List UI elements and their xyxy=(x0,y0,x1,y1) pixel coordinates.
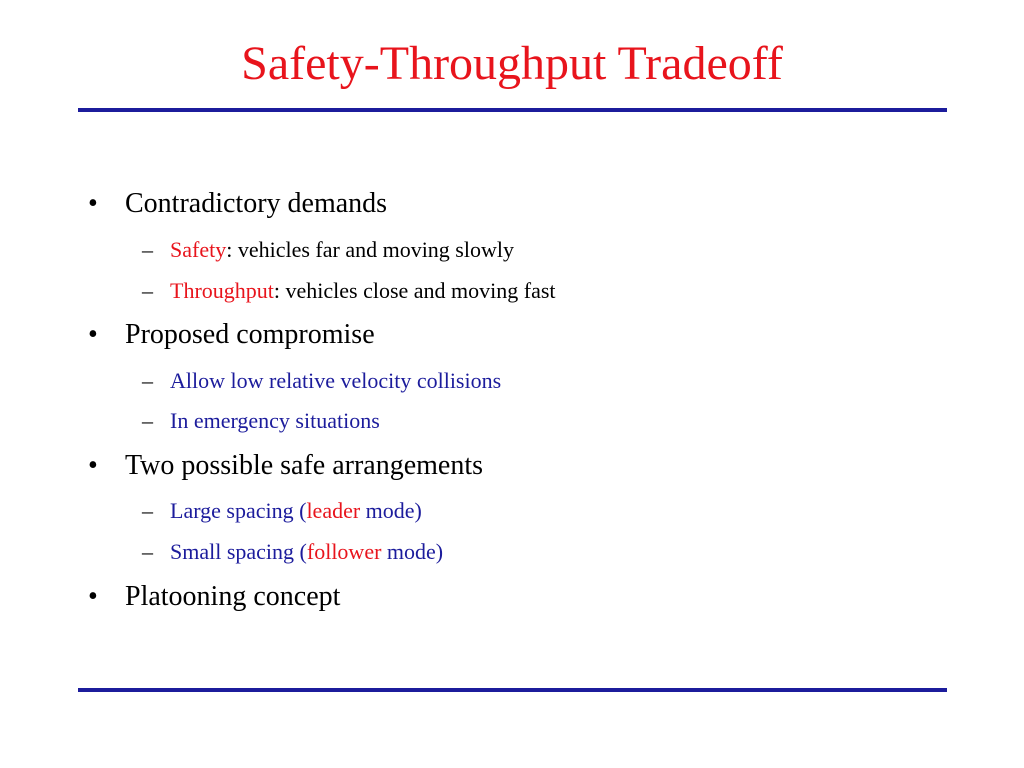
sub-item-text: In emergency situations xyxy=(170,408,380,433)
bullet-item-proposed-compromise xyxy=(88,318,375,352)
sub-item-low-velocity-collisions xyxy=(142,367,501,395)
sub-item-suffix: mode) xyxy=(360,498,422,523)
sub-bullet-marker: – xyxy=(142,278,153,303)
bullet-item-contradictory-demands xyxy=(88,187,387,221)
bullet-text: Proposed compromise xyxy=(125,319,375,350)
sub-item-term: leader xyxy=(306,498,361,523)
bullet-marker: • xyxy=(88,581,98,612)
slide-title: Safety-Throughput Tradeoff xyxy=(241,37,783,90)
sub-item-emergency-situations xyxy=(142,407,380,435)
sub-item-prefix: Large spacing ( xyxy=(170,498,307,523)
sub-item-small-spacing xyxy=(142,538,443,566)
sub-item-safety xyxy=(142,236,514,264)
sub-item-term: Throughput xyxy=(170,278,274,303)
bullet-marker: • xyxy=(88,450,98,481)
bullet-text: Platooning concept xyxy=(125,581,341,612)
bottom-divider xyxy=(78,688,947,692)
bullet-marker: • xyxy=(88,319,98,350)
sub-item-term: follower xyxy=(306,539,382,564)
bullet-item-safe-arrangements xyxy=(88,449,483,483)
sub-item-text: : vehicles close and moving fast xyxy=(273,278,556,303)
sub-bullet-marker: – xyxy=(142,498,153,523)
sub-item-prefix: Small spacing ( xyxy=(170,539,307,564)
bullet-marker: • xyxy=(88,188,98,219)
sub-bullet-marker: – xyxy=(142,408,153,433)
sub-item-suffix: mode) xyxy=(381,539,444,564)
bullet-text: Contradictory demands xyxy=(125,188,388,219)
sub-item-term: Safety xyxy=(170,237,227,262)
bullet-item-platooning-concept xyxy=(88,580,340,614)
sub-bullet-marker: – xyxy=(142,368,153,393)
bullet-text: Two possible safe arrangements xyxy=(125,450,484,481)
sub-item-text: Allow low relative velocity collisions xyxy=(170,368,502,393)
sub-item-large-spacing xyxy=(142,497,422,525)
sub-item-throughput xyxy=(142,277,556,305)
sub-bullet-marker: – xyxy=(142,237,153,262)
sub-item-text: : vehicles far and moving slowly xyxy=(226,237,514,262)
sub-bullet-marker: – xyxy=(142,539,153,564)
